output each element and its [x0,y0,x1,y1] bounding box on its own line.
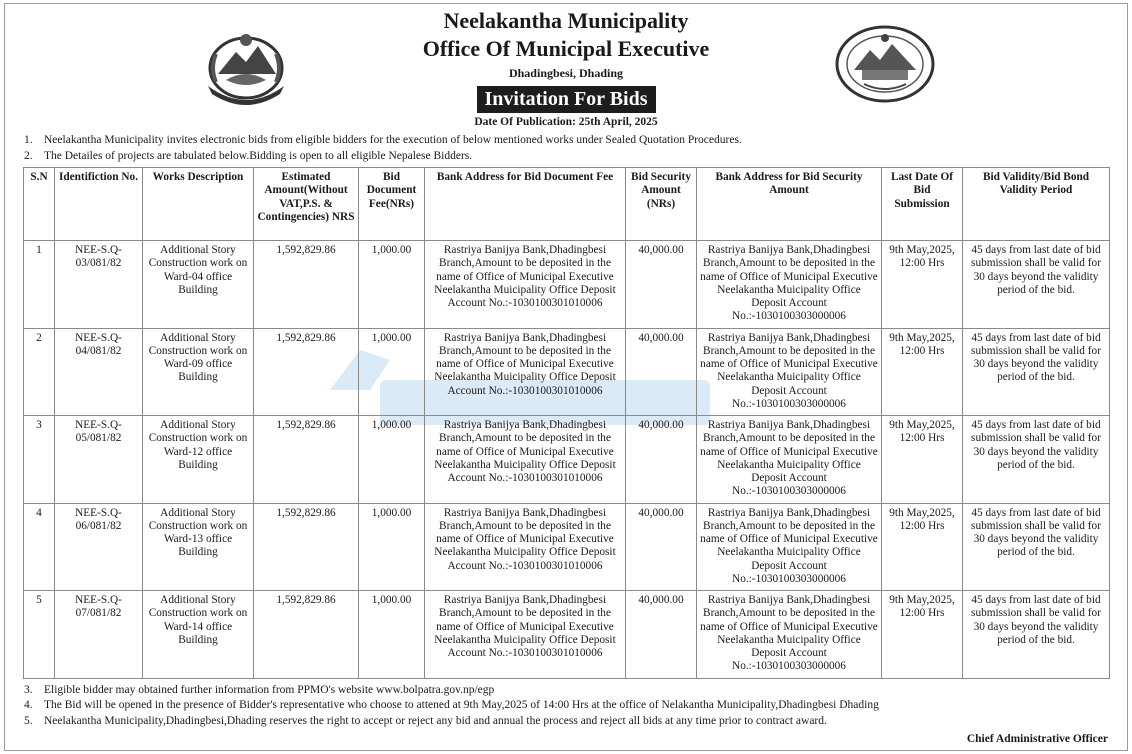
cell-bid-validity: 45 days from last date of bid submission shall be valid for 30 days beyond the validity period of the bid. [963,241,1110,329]
cell-sn: 3 [24,416,55,504]
note-number: 3. [24,684,33,696]
cell-works-description: Additional Story Construction work on Ward-13 office Building [143,503,254,591]
cell-bid-validity: 45 days from last date of bid submission shall be valid for 30 days beyond the validity period of the bid. [963,416,1110,504]
cell-identification-no: NEE-S.Q-05/081/82 [55,416,143,504]
cell-bid-validity: 45 days from last date of bid submission shall be valid for 30 days beyond the validity period of the bid. [963,328,1110,416]
org-name: Neelakantha Municipality [443,8,689,33]
cell-last-date: 9th May,2025, 12:00 Hrs [882,503,963,591]
note-number: 2. [24,150,33,162]
table-row [24,416,1110,504]
cell-bank-address-doc-fee: Rastriya Banijya Bank,Dhadingbesi Branch,Amount to be deposited in the name of Office of Municipal Executive Neelakantha Muicipality Office Deposit Account No.:-1030100301010006 [425,591,626,679]
cell-bid-security-amount: 40,000.00 [626,416,697,504]
table-row [24,503,1110,591]
office-location: Dhadingbesi, Dhading [508,66,624,80]
cell-estimated-amount: 1,592,829.86 [254,241,359,329]
table-row [24,328,1110,416]
note-number: 4. [24,699,33,711]
cell-works-description: Additional Story Construction work on Ward-04 office Building [143,241,254,329]
cell-works-description: Additional Story Construction work on Ward-09 office Building [143,328,254,416]
cell-bank-address-doc-fee: Rastriya Banijya Bank,Dhadingbesi Branch,Amount to be deposited in the name of Office of Municipal Executive Neelakantha Muicipality Office Deposit Account No.:-1030100301010006 [425,241,626,329]
cell-bank-address-doc-fee: Rastriya Banijya Bank,Dhadingbesi Branch,Amount to be deposited in the name of Office of Municipal Executive Neelakantha Muicipality Office Deposit Account No.:-1030100301010006 [425,503,626,591]
note-text: The Bid will be opened in the presence of Bidder's representative who choose to attened at 9th May,2025 of 14:00 Hrs at the office of Nelakantha Municipality,Dhadingbesi Dhading [44,699,879,711]
cell-bid-document-fee: 1,000.00 [359,591,425,679]
cell-bank-address-security: Rastriya Banijya Bank,Dhadingbesi Branch,Amount to be deposited in the name of Office of Municipal Executive Neelakantha Muicipality Office Deposit Account No.:-1030100303000006 [697,328,882,416]
cell-bid-validity: 45 days from last date of bid submission shall be valid for 30 days beyond the validity period of the bid. [963,503,1110,591]
note-text: Neelakantha Municipality,Dhadingbesi,Dhading reserves the right to accept or reject any bid and annual the process and reject all bids at any time prior to contract award. [44,715,827,727]
cell-estimated-amount: 1,592,829.86 [254,503,359,591]
cell-last-date: 9th May,2025, 12:00 Hrs [882,328,963,416]
header-last-date: Last Date Of Bid Submission [882,168,963,241]
cell-bid-validity: 45 days from last date of bid submission shall be valid for 30 days beyond the validity period of the bid. [963,591,1110,679]
cell-works-description: Additional Story Construction work on Ward-12 office Building [143,416,254,504]
note-text: Eligible bidder may obtained further information from PPMO's website www.bolpatra.gov.np/egp [44,684,495,696]
cell-bid-security-amount: 40,000.00 [626,328,697,416]
notice-header [0,0,1132,145]
cell-bank-address-security: Rastriya Banijya Bank,Dhadingbesi Branch,Amount to be deposited in the name of Office of Municipal Executive Neelakantha Muicipality Office Deposit Account No.:-1030100303000006 [697,503,882,591]
header-bank-address-doc-fee: Bank Address for Bid Document Fee [425,168,626,241]
note-text: The Detailes of projects are tabulated below.Bidding is open to all eligible Nepalese Bidders. [44,150,473,162]
cell-bid-security-amount: 40,000.00 [626,503,697,591]
cell-identification-no: NEE-S.Q-03/081/82 [55,241,143,329]
cell-sn: 1 [24,241,55,329]
footer-note-3 [24,683,494,697]
cell-last-date: 9th May,2025, 12:00 Hrs [882,416,963,504]
header-bid-document-fee: Bid Document Fee(NRs) [359,168,425,241]
cell-bid-document-fee: 1,000.00 [359,241,425,329]
cell-sn: 2 [24,328,55,416]
cell-last-date: 9th May,2025, 12:00 Hrs [882,591,963,679]
note-text: Neelakantha Municipality invites electronic bids from eligible bidders for the execution of below mentioned works under Sealed Quotation Procedures. [44,134,742,146]
cell-identification-no: NEE-S.Q-04/081/82 [55,328,143,416]
table-header-row [24,168,1110,241]
cell-bank-address-doc-fee: Rastriya Banijya Bank,Dhadingbesi Branch,Amount to be deposited in the name of Office of Municipal Executive Neelakantha Muicipality Office Deposit Account No.:-1030100301010006 [425,328,626,416]
cell-bank-address-security: Rastriya Banijya Bank,Dhadingbesi Branch,Amount to be deposited in the name of Office of Municipal Executive Neelakantha Muicipality Office Deposit Account No.:-1030100303000006 [697,241,882,329]
signoff-title: Chief Administrative Officer [966,733,1108,745]
note-number: 5. [24,715,33,727]
cell-bank-address-security: Rastriya Banijya Bank,Dhadingbesi Branch,Amount to be deposited in the name of Office of Municipal Executive Neelakantha Muicipality Office Deposit Account No.:-1030100303000006 [697,591,882,679]
table-row [24,241,1110,329]
cell-bid-document-fee: 1,000.00 [359,328,425,416]
notice-title: Invitation For Bids [477,86,656,113]
cell-identification-no: NEE-S.Q-06/081/82 [55,503,143,591]
header-sn: S.N [24,168,55,241]
header-bid-security-amount: Bid Security Amount (NRs) [626,168,697,241]
cell-works-description: Additional Story Construction work on Ward-14 office Building [143,591,254,679]
cell-estimated-amount: 1,592,829.86 [254,591,359,679]
header-bid-validity: Bid Validity/Bid Bond Validity Period [963,168,1110,241]
cell-last-date: 9th May,2025, 12:00 Hrs [882,241,963,329]
cell-sn: 4 [24,503,55,591]
footer-note-4 [24,698,879,712]
table-row [24,591,1110,679]
cell-bank-address-doc-fee: Rastriya Banijya Bank,Dhadingbesi Branch,Amount to be deposited in the name of Office of Municipal Executive Neelakantha Muicipality Office Deposit Account No.:-1030100301010006 [425,416,626,504]
cell-bid-security-amount: 40,000.00 [626,591,697,679]
header-identification-no: Identifiction No. [55,168,143,241]
header-estimated-amount: Estimated Amount(Without VAT,P.S. & Contingencies) NRS [254,168,359,241]
note-number: 1. [24,134,33,146]
cell-estimated-amount: 1,592,829.86 [254,416,359,504]
office-name: Office Of Municipal Executive [422,36,710,61]
header-bank-address-security: Bank Address for Bid Security Amount [697,168,882,241]
bid-projects-table [23,167,1110,679]
cell-identification-no: NEE-S.Q-07/081/82 [55,591,143,679]
intro-note-2 [24,149,472,163]
cell-estimated-amount: 1,592,829.86 [254,328,359,416]
intro-note-1 [24,133,742,147]
header-works-description: Works Description [143,168,254,241]
cell-sn: 5 [24,591,55,679]
cell-bid-security-amount: 40,000.00 [626,241,697,329]
footer-note-5 [24,714,827,728]
cell-bank-address-security: Rastriya Banijya Bank,Dhadingbesi Branch,Amount to be deposited in the name of Office of Municipal Executive Neelakantha Muicipality Office Deposit Account No.:-1030100303000006 [697,416,882,504]
publication-date: Date Of Publication: 25th April, 2025 [474,116,658,128]
cell-bid-document-fee: 1,000.00 [359,503,425,591]
cell-bid-document-fee: 1,000.00 [359,416,425,504]
